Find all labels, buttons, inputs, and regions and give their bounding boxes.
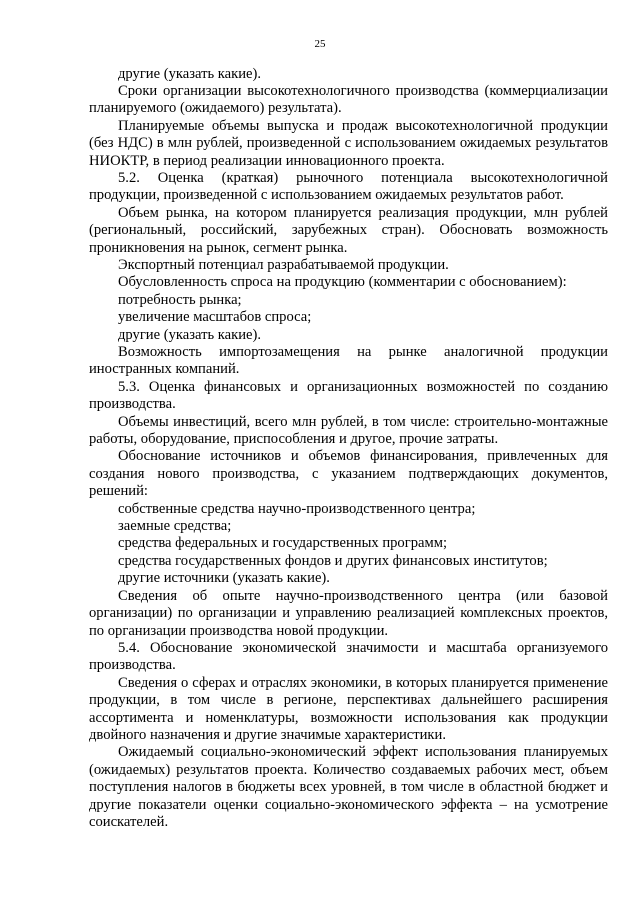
paragraph-market-volume: Объем рынка, на котором планируется реализация продукции, млн рублей (региональный, российский, зарубежных стран). Обосновать возможность проникновения на рынок, сегмент рынка. (89, 204, 608, 256)
paragraph-demand-conditions: Обусловленность спроса на продукцию (комментарии с обоснованием): (118, 274, 567, 291)
paragraph-planned-volumes: Планируемые объемы выпуска и продаж высокотехнологичной продукции (без НДС) в млн рублей, произведенной с использованием ожидаемых результатов НИОКТР, в период реализации инновационного проекта. (89, 117, 608, 169)
list-item-own-funds: собственные средства научно-производственного центра; (118, 500, 476, 517)
paragraph-experience: Сведения об опыте научно-производственного центра (или базовой организации) по организации и управлению реализацией комплексных проектов, по организации производства новой продукции. (89, 587, 608, 639)
paragraph-import-substitution: Возможность импортозамещения на рынке аналогичной продукции иностранных компаний. (89, 344, 608, 378)
paragraph-socio-economic-effect: Ожидаемый социально-экономический эффект использования планируемых (ожидаемых) результатов проекта. Количество создаваемых рабочих мест, объем поступления налогов в бюджеты всех уровней, в том числе в областной бюджет и другие показатели оценки социально-экономического эффекта – на усмотрение соискателей. (89, 744, 608, 830)
list-item-market-need: потребность рынка; (118, 291, 242, 308)
list-item-other-specify-2: другие (указать какие). (118, 326, 262, 343)
paragraph-production-timing: Сроки организации высокотехнологичного производства (коммерциализации планируемого (ожидаемого) результата). (89, 82, 608, 117)
paragraph-economic-spheres: Сведения о сферах и отраслях экономики, в которых планируется применение продукции, в том числе в регионе, перспективах дальнейшего расширения ассортимента и номенклатуры, возможности использования как продукции двойного назначения и другие значимые характеристики. (89, 674, 608, 743)
paragraph-funding-sources: Обоснование источников и объемов финансирования, привлеченных для создания нового производства, с указанием подтверждающих документов, решений: (89, 448, 608, 500)
list-item-other-sources: другие источники (указать какие). (118, 570, 330, 587)
paragraph-other-specify-1: другие (указать какие). (118, 65, 262, 82)
paragraph-section-5-2: 5.2. Оценка (краткая) рыночного потенциала высокотехнологичной продукции, произведенной с использованием ожидаемых результатов работ. (89, 169, 608, 204)
paragraph-section-5-4: 5.4. Обоснование экономической значимости и масштаба организуемого производства. (89, 639, 608, 674)
list-item-demand-growth: увеличение масштабов спроса; (118, 309, 312, 326)
list-item-state-funds: средства государственных фондов и других финансовых институтов; (118, 552, 548, 569)
document-body (89, 66, 608, 832)
page-number: 25 (314, 38, 326, 50)
paragraph-section-5-3: 5.3. Оценка финансовых и организационных возможностей по созданию производства. (89, 378, 608, 413)
paragraph-investment-volume: Объемы инвестиций, всего млн рублей, в том числе: строительно-монтажные работы, оборудование, приспособления и другое, прочие затраты. (89, 413, 608, 448)
paragraph-export-potential: Экспортный потенциал разрабатываемой продукции. (118, 256, 449, 273)
list-item-federal-programs: средства федеральных и государственных программ; (118, 535, 448, 552)
list-item-borrowed-funds: заемные средства; (118, 518, 232, 535)
